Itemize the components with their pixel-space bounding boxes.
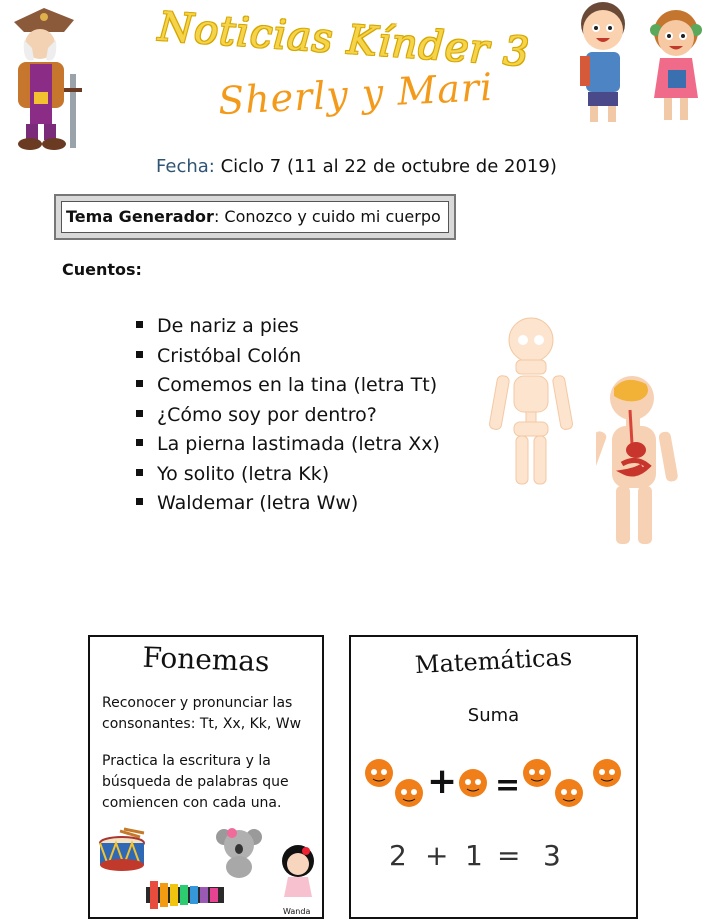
bullet-icon xyxy=(136,380,143,387)
date-label: Fecha: xyxy=(156,156,215,177)
equation-term: 2 xyxy=(389,839,407,872)
newsletter-title: Noticias Kínder 3 xyxy=(156,4,532,76)
phonemes-paragraph-1: Reconocer y pronunciar las consonantes: Tt, Xx, Kk, Ww xyxy=(102,695,302,732)
theme-label: Tema Generador xyxy=(66,207,214,226)
doll-caption: Wanda xyxy=(283,907,311,916)
explorer-illustration xyxy=(4,4,86,152)
digestive-system-illustration xyxy=(596,374,680,546)
bullet-icon xyxy=(136,439,143,446)
date-line xyxy=(156,156,557,177)
math-topic: Suma xyxy=(467,705,520,726)
list-item: Cristóbal Colón xyxy=(136,342,440,372)
phonemes-panel xyxy=(88,635,324,919)
svg-text:+: + xyxy=(427,761,458,802)
bullet-icon xyxy=(136,410,143,417)
list-item: Yo solito (letra Kk) xyxy=(136,460,440,490)
bullet-icon xyxy=(136,351,143,358)
equation-term: 1 xyxy=(465,839,483,872)
drum-illustration xyxy=(98,827,146,875)
orange-face-icon xyxy=(593,759,621,787)
newsletter-subtitle: Sherly y Mari xyxy=(217,64,495,124)
orange-face-icon xyxy=(365,759,393,787)
svg-text:=: = xyxy=(495,768,521,803)
theme-text xyxy=(61,201,449,233)
orange-face-icon xyxy=(523,759,551,787)
orange-face-icon xyxy=(459,769,487,797)
equation-operator: = xyxy=(497,839,521,872)
bullet-icon xyxy=(136,321,143,328)
phonemes-paragraph-2: Practica la escritura y la búsqueda de palabras que comiencen con cada una. xyxy=(102,753,289,811)
math-panel xyxy=(349,635,638,919)
theme-box xyxy=(54,194,456,240)
theme-value: : Conozco y cuido mi cuerpo xyxy=(213,207,441,226)
bullet-icon xyxy=(136,469,143,476)
list-item: Comemos en la tina (letra Tt) xyxy=(136,371,440,401)
list-item: La pierna lastimada (letra Xx) xyxy=(136,430,440,460)
date-value: Ciclo 7 (11 al 22 de octubre de 2019) xyxy=(214,156,557,177)
list-item: Waldemar (letra Ww) xyxy=(136,489,440,519)
list-item: ¿Cómo soy por dentro? xyxy=(136,401,440,431)
skeleton-illustration xyxy=(488,312,574,486)
doll-illustration xyxy=(276,843,320,907)
orange-face-icon xyxy=(395,779,423,807)
phonemes-title: Fonemas xyxy=(141,640,271,679)
orange-face-icon xyxy=(555,779,583,807)
koala-illustration xyxy=(216,825,262,879)
math-title: Matemáticas xyxy=(414,642,573,680)
math-orange-equation xyxy=(359,753,631,813)
phonemes-text xyxy=(102,693,318,814)
bullet-icon xyxy=(136,498,143,505)
stories-list xyxy=(136,312,440,519)
list-item: De nariz a pies xyxy=(136,312,440,342)
equation-operator: + xyxy=(425,839,449,872)
children-illustration xyxy=(566,0,716,128)
xylophone-illustration xyxy=(144,877,226,913)
stories-heading: Cuentos: xyxy=(62,260,142,279)
equation-result: 3 xyxy=(543,839,561,872)
